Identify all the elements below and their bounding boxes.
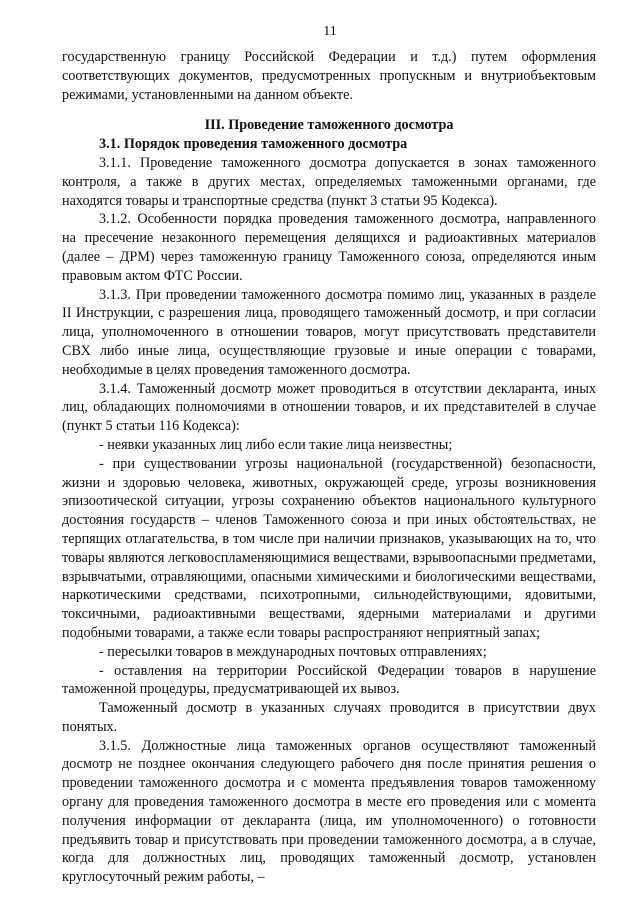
- paragraph-3-1-2: 3.1.2. Особенности порядка проведения таможенного досмотра, направленного на пресечение незаконного перемещения делящихся и радиоактивных материалов (далее – ДРМ) через таможенную границу Таможенного союза, определяются иным правовым актом ФТС России.: [62, 211, 596, 284]
- paragraph-3-1-1: 3.1.1. Проведение таможенного досмотра допускается в зонах таможенного контроля, а также в других местах, определяемых таможенными органами, где находятся товары и транспортные средства (пункт 3 статьи 95 Кодекса).: [62, 154, 596, 209]
- paragraph-3-1-3: 3.1.3. При проведении таможенного досмотра помимо лиц, указанных в разделе II Инструкции, с разрешения лица, проводящего таможенный досмотр, и при согласии лица, уполномоченного в отношении товаров, могут присутствовать представители СВХ либо иные лица, осуществляющие грузовые и иные операции с товарами, необходимые в целях проведения таможенного досмотра.: [62, 286, 596, 378]
- list-item-absence: - неявки указанных лиц либо если такие лица неизвестны;: [99, 436, 453, 453]
- paragraph-witnesses: Таможенный досмотр в указанных случаях проводится в присутствии двух понятых.: [62, 700, 596, 735]
- page-number: 11: [323, 24, 337, 39]
- intro-continuation-paragraph: государственную границу Российской Федерации и т.д.) путем оформления соответствующих документов, предусмотренных пропускным и внутриобъектовым режимами, установленными на данном объекте.: [62, 49, 596, 103]
- subsection-title: 3.1. Порядок проведения таможенного досмотра: [99, 136, 408, 153]
- paragraph-3-1-4: 3.1.4. Таможенный досмотр может проводиться в отсутствии декларанта, иных лиц, обладающих полномочиями в отношении товаров, и их представителей в случае (пункт 5 статьи 116 Кодекса):: [62, 380, 596, 435]
- list-item-threat: - при существовании угрозы национальной (государственной) безопасности, жизни и здоровью человека, животных, окружающей среде, угрозы возникновения эпизоотической ситуации, угрозы сохранению объектов национального культурного достояния государств – членов Таможенного союза и при иных обстоятельствах, не терпящих отлагательства, в том числе при наличии признаков, указывающих на то, что товары являются легковоспламеняющимися веществами, взрывоопасными предметами, взрывчатыми, отравляющими, опасными химическими и биологическими веществами, наркотическими средствами, психотропными, сильнодействующими, ядовитыми, токсичными, радиоактивными веществами, ядерными материалами и другими подобными товарами, а также если товары распространяют неприятный запах;: [62, 455, 596, 641]
- list-item-abandonment: - оставления на территории Российской Федерации товаров в нарушение таможенной процедуры, предусматривающей их вывоз.: [62, 662, 596, 698]
- paragraph-3-1-5: 3.1.5. Должностные лица таможенных органов осуществляют таможенный досмотр не позднее окончания следующего рабочего дня после принятия решения о проведении таможенного досмотра и с момента предъявления товаров таможенному органу для проведения таможенного досмотра в месте его проведения или с момента получения информации от декларанта (лица, им уполномоченного) о готовности предъявить товар и присутствовать при проведении таможенного досмотра, а в случае, когда для должностных лиц, проводящих таможенный досмотр, установлен круглосуточный режим работы, –: [62, 737, 596, 886]
- section-title: III. Проведение таможенного досмотра: [204, 117, 454, 134]
- list-item-postal: - пересылки товаров в международных почтовых отправлениях;: [99, 643, 487, 660]
